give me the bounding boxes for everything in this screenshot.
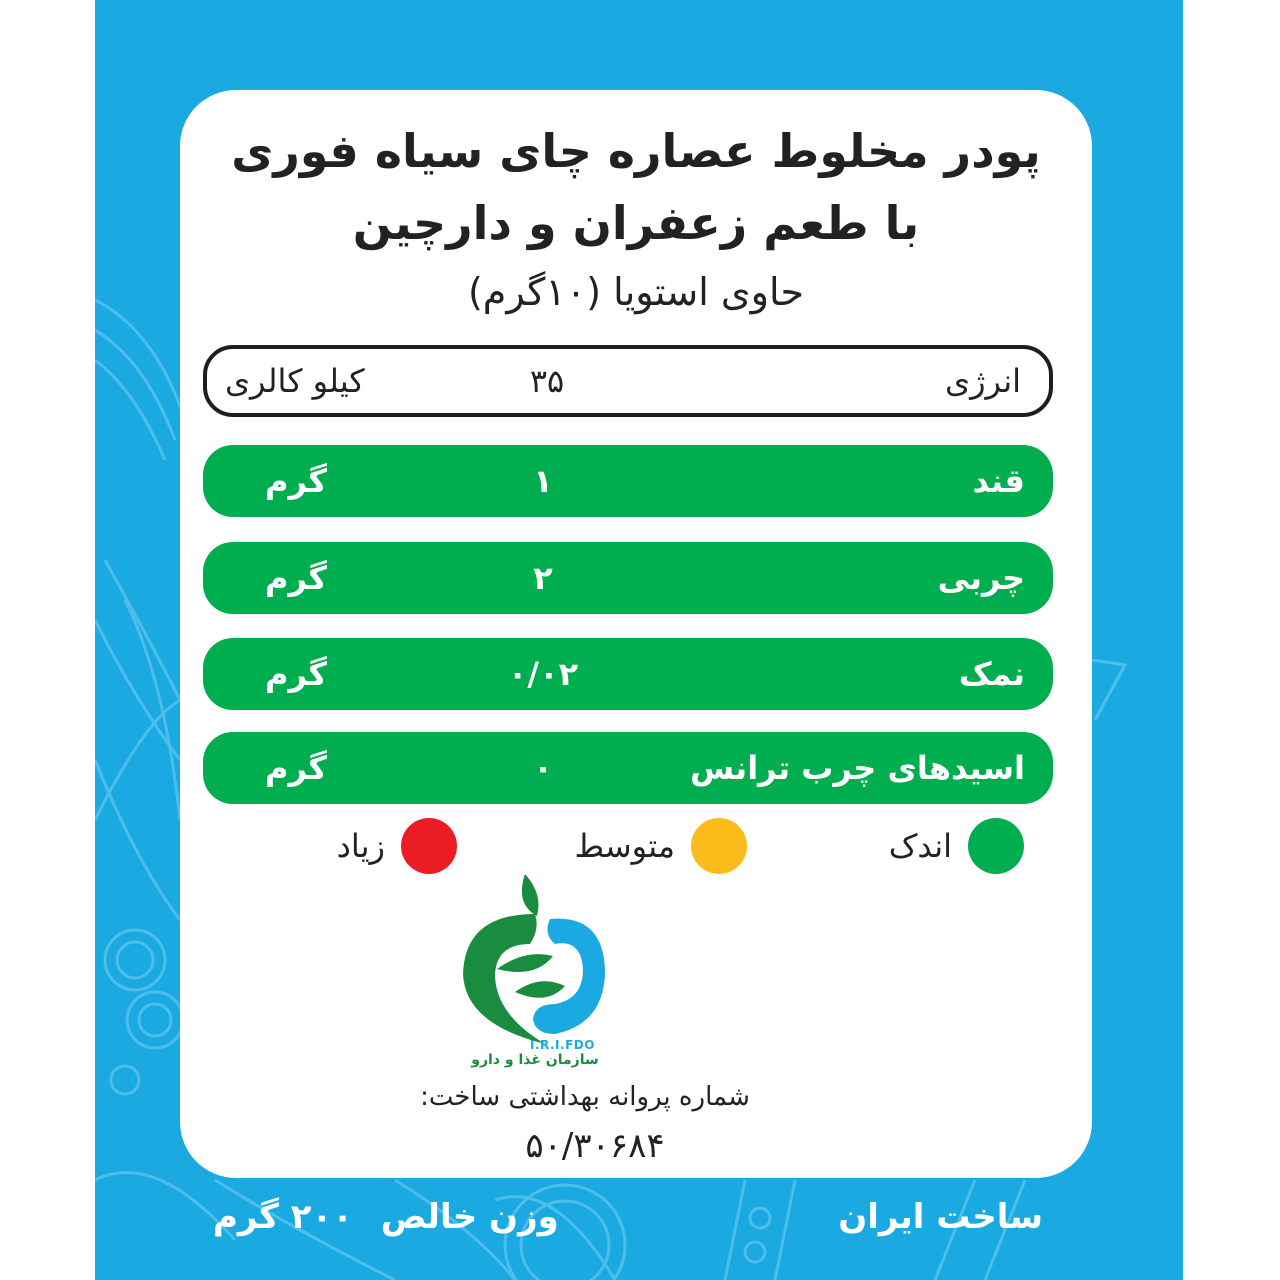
nutrient-unit: کیلو کالری	[225, 362, 365, 400]
nutrient-unit: گرم	[265, 749, 327, 787]
red-dot-icon	[401, 818, 457, 874]
nutrition-row-sugar	[203, 445, 1053, 517]
nutrient-label: اسیدهای چرب ترانس	[689, 749, 1025, 787]
nutrient-unit: گرم	[265, 655, 327, 693]
nutrient-label: قند	[972, 462, 1025, 500]
product-title-line1: پودر مخلوط عصاره چای سیاه فوری	[231, 124, 1041, 178]
legend-medium	[574, 818, 747, 874]
nutrient-value: ۱	[533, 462, 553, 500]
legend-low	[889, 818, 1024, 874]
nutrient-unit: گرم	[265, 462, 327, 500]
permit-label: شماره پروانه بهداشتی ساخت:	[420, 1082, 750, 1112]
legend-low-label: اندک	[888, 827, 952, 865]
logo-text-en: I.R.I.FDO	[530, 1038, 595, 1052]
nutrient-label: انرژی	[945, 362, 1021, 400]
nutrition-row-fat	[203, 542, 1053, 614]
permit-number: ۵۰/۳۰۶۸۴	[525, 1126, 665, 1166]
nutrient-value: ۰	[533, 749, 553, 787]
fda-logo-icon	[455, 874, 615, 1064]
nutrient-value: ۳۵	[529, 362, 565, 400]
nutrition-row-trans-fat	[203, 732, 1053, 804]
made-in-iran: ساخت ایران	[838, 1197, 1043, 1237]
legend-high-label: زیاد	[336, 827, 385, 865]
net-weight-value: ۲۰۰ گرم	[213, 1197, 353, 1237]
nutrient-unit: گرم	[265, 559, 327, 597]
product-title-line2: با طعم زعفران و دارچین	[352, 196, 920, 250]
net-weight	[213, 1197, 559, 1237]
nutrient-label: نمک	[958, 655, 1025, 693]
package-label-panel	[95, 0, 1183, 1280]
info-card	[180, 90, 1092, 1178]
nutrition-row-salt	[203, 638, 1053, 710]
green-dot-icon	[968, 818, 1024, 874]
legend-medium-label: متوسط	[574, 827, 675, 865]
nutrient-value: ۰/۰۲	[507, 655, 579, 693]
product-subtitle: حاوی استویا (۱۰گرم)	[467, 270, 805, 314]
logo-text-fa: سازمان غذا و دارو	[471, 1052, 599, 1068]
legend-high	[337, 818, 457, 874]
nutrition-row-energy	[203, 345, 1053, 417]
nutrient-label: چربی	[937, 559, 1025, 597]
yellow-dot-icon	[691, 818, 747, 874]
net-weight-label: وزن خالص	[380, 1197, 559, 1237]
nutrient-value: ۲	[533, 559, 553, 597]
